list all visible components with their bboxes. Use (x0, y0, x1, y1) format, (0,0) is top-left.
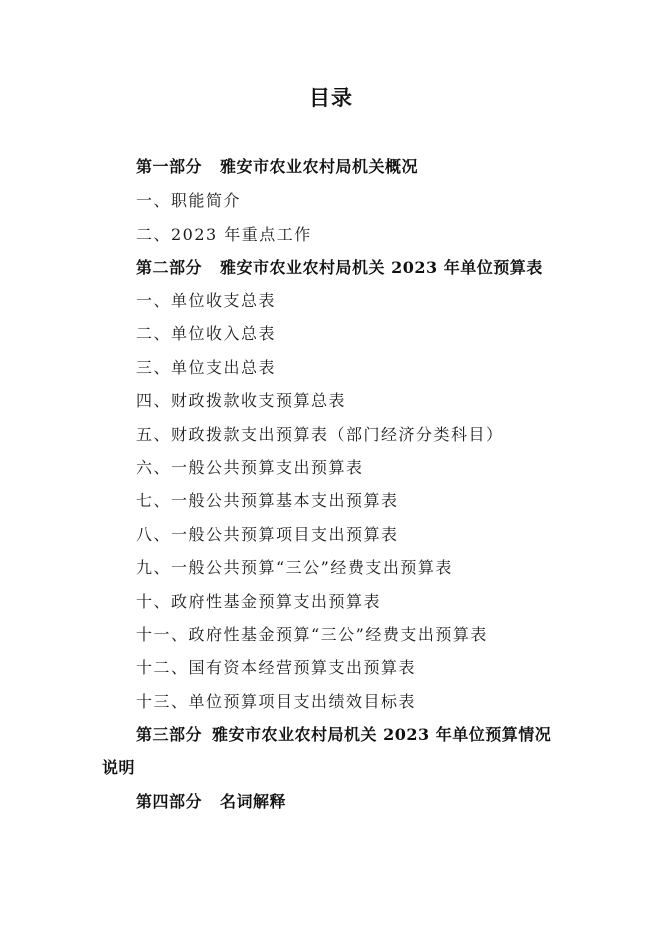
toc-item: 十二、国有资本经营预算支出预算表 (136, 658, 417, 677)
toc-item: 十一、政府性基金预算“三公”经费支出预算表 (136, 625, 488, 644)
toc-part-text: 名词解释 (220, 792, 287, 811)
toc-item: 六、一般公共预算支出预算表 (136, 458, 364, 477)
toc-part-label: 第一部分 (136, 157, 203, 176)
toc-part-label: 第二部分 (136, 258, 203, 277)
toc-item: 五、财政拨款支出预算表（部门经济分类科目） (136, 425, 504, 444)
toc-item: 三、单位支出总表 (136, 358, 277, 377)
toc-part-1 (136, 156, 418, 178)
page-title: 目录 (309, 85, 353, 110)
toc-part-text: 雅安市农业农村局机关 2023 年单位预算情况 (212, 725, 552, 744)
toc-part-label: 第三部分 (136, 725, 203, 744)
toc-item: 八、一般公共预算项目支出预算表 (136, 525, 399, 544)
toc-item: 四、财政拨款收支预算总表 (136, 391, 347, 410)
toc-part-text: 雅安市农业农村局机关概况 (220, 157, 419, 176)
toc-item: 一、单位收支总表 (136, 291, 277, 310)
toc-part-text: 雅安市农业农村局机关 2023 年单位预算表 (220, 258, 543, 277)
toc-item: 九、一般公共预算“三公”经费支出预算表 (136, 558, 453, 577)
toc-item: 七、一般公共预算基本支出预算表 (136, 491, 399, 510)
toc-item: 十、政府性基金预算支出预算表 (136, 592, 382, 611)
toc-part-label: 第四部分 (136, 792, 203, 811)
toc-part-4 (136, 791, 286, 813)
toc-part-3-continuation: 说明 (102, 758, 136, 777)
toc-item: 二、2023 年重点工作 (136, 225, 312, 244)
toc-item: 十三、单位预算项目支出绩效目标表 (136, 692, 417, 711)
toc-part-2 (136, 257, 543, 279)
toc-part-3 (136, 724, 551, 746)
toc-item: 二、单位收入总表 (136, 324, 277, 343)
toc-item: 一、职能简介 (136, 191, 242, 210)
